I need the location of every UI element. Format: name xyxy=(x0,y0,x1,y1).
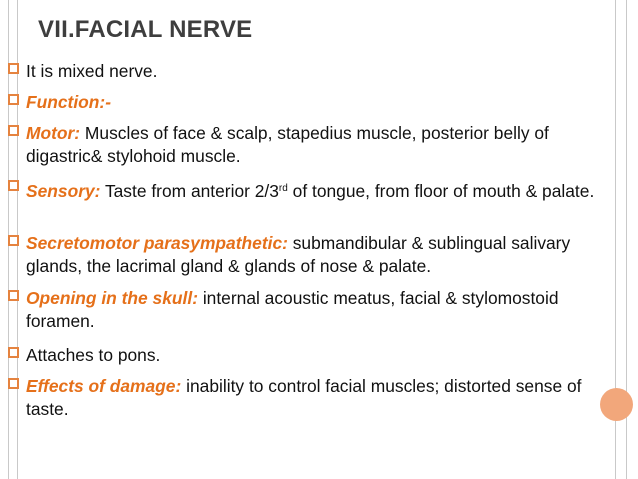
hollow-square-bullet-icon xyxy=(8,347,19,358)
hollow-square-bullet-icon xyxy=(8,94,19,105)
hollow-square-bullet-icon xyxy=(8,378,19,389)
bullet-text: Attaches to pons. xyxy=(26,345,161,365)
bullet-label: Sensory: xyxy=(26,181,101,201)
bullet-text: It is mixed nerve. xyxy=(26,61,158,81)
hollow-square-bullet-icon xyxy=(8,290,19,301)
bullet-label: Opening in the skull: xyxy=(26,288,198,308)
hollow-square-bullet-icon xyxy=(8,63,19,74)
bullet-label: Motor: xyxy=(26,123,81,143)
slide-title: VII.FACIAL NERVE xyxy=(38,16,253,43)
bullet-label: Function:- xyxy=(26,92,111,112)
bullet-label: Effects of damage: xyxy=(26,376,182,396)
bullet-text: Opening in the skull: internal acoustic meatus, facial & stylomostoid foramen. xyxy=(26,288,559,331)
bullet-text: Motor: Muscles of face & scalp, stapedius muscle, posterior belly of digastric& stylohoid muscle. xyxy=(26,123,549,166)
bullet-label: Secretomotor parasympathetic: xyxy=(26,233,288,253)
bullet-text: Effects of damage: inability to control facial muscles; distorted sense of taste. xyxy=(26,376,582,419)
bullet-text xyxy=(26,91,626,114)
bullet-text: Secretomotor parasympathetic: submandibular & sublingual salivary glands, the lacrimal gland & glands of nose & palate. xyxy=(26,233,571,276)
hollow-square-bullet-icon xyxy=(8,235,19,246)
hollow-square-bullet-icon xyxy=(8,180,19,191)
decorative-circle xyxy=(600,388,633,421)
bullet-text: Sensory: Taste from anterior 2/3rd of tongue, from floor of mouth & palate. xyxy=(26,181,595,201)
hollow-square-bullet-icon xyxy=(8,125,19,136)
